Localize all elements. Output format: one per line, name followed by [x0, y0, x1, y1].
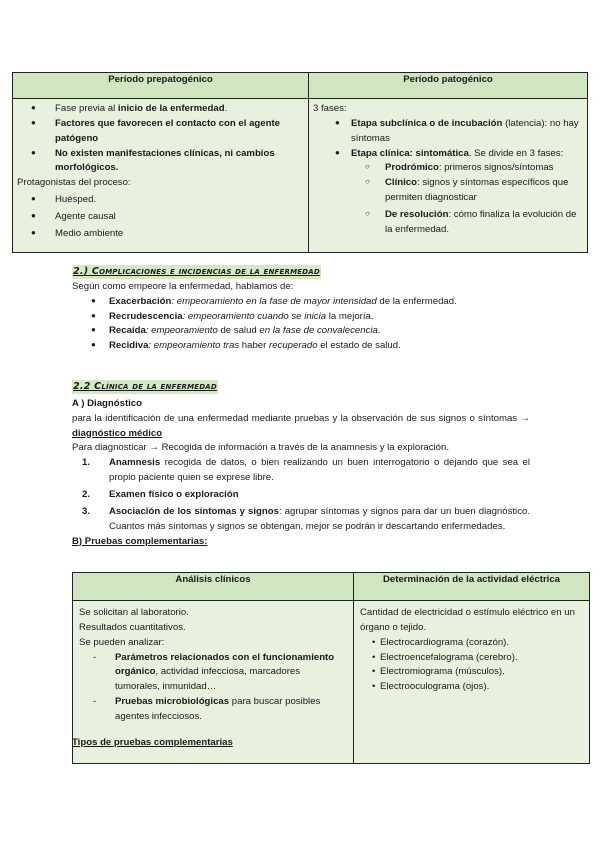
- text-line: Se solicitan al laboratorio.: [79, 607, 189, 618]
- clinical-subphases-list: [313, 161, 583, 237]
- list-item: • Electromiograma (músculos).: [360, 665, 583, 680]
- list-item: ● Medio ambiente: [17, 227, 304, 242]
- list-item: ● Etapa subclínica o de incubación (latencia): no hay síntomas: [313, 117, 583, 147]
- list-item: • Electrocardiograma (corazón).: [360, 636, 583, 651]
- list-item: ○ Clínico: signos y síntomas específicos que permiten diagnosticar: [313, 176, 583, 206]
- complications-section: [72, 265, 530, 354]
- list-item: - Pruebas microbiológicas para buscar posibles agentes infecciosos.: [79, 695, 347, 725]
- list-item: 3. Asociación de los síntomas y signos: agrupar síntomas y signos para dar un buen diagnóstico. Cuantos más síntomas y signos se obtengan, mejor se podrán ir descartando enfermedades.: [82, 505, 530, 532]
- section-intro: Según como empeore la enfermedad, hablamos de:: [72, 280, 294, 292]
- header-clinical-analysis: Análisis clínicos: [73, 573, 354, 601]
- list-item: ● Huésped.: [17, 193, 304, 208]
- text-line: Resultados cuantitativos.: [79, 621, 186, 633]
- list-item: ● Agente causal: [17, 210, 304, 225]
- list-item: ● Recidiva: empeoramiento tras haber recuperado el estado de salud.: [72, 339, 530, 354]
- analysis-list: [79, 651, 347, 725]
- protagonists-list: [17, 193, 304, 242]
- list-item: 2. Examen físico o exploración: [82, 489, 239, 501]
- prepathogenic-cell: [13, 99, 309, 253]
- list-item: ○ De resolución: cómo finaliza la evolución de la enfermedad.: [313, 208, 583, 238]
- diagnosis-paragraph: para la identificación de una enfermedad mediante pruebas y la observación de sus signos o síntomas → diagnóstico médico: [72, 412, 530, 439]
- footer-heading: Tipos de pruebas complementarias: [72, 737, 233, 748]
- header-prepathogenic: Período prepatogénico: [13, 73, 309, 99]
- electro-list: [360, 636, 583, 695]
- list-item: ○ Prodrómico: primeros signos/síntomas: [313, 161, 583, 176]
- text-line: Se pueden analizar:: [79, 636, 165, 648]
- list-item: ● Recaída: empeoramiento de salud en la fase de convalecencia.: [72, 324, 530, 339]
- complications-list: [72, 295, 530, 354]
- list-item: ● Etapa clínica: sintomática. Se divide en 3 fases:: [313, 147, 583, 162]
- phases-intro: 3 fases:: [313, 103, 347, 114]
- section-heading: 2.2 Clínica de la enfermedad: [73, 381, 217, 392]
- pathogenic-cell: [309, 99, 588, 253]
- header-electrical-activity: Determinación de la actividad eléctrica: [354, 573, 590, 601]
- section-heading: 2.) Complicaciones e incidencias de la enfermedad: [73, 266, 320, 277]
- list-item: • Electrooculograma (ojos).: [360, 680, 583, 695]
- complementary-tests-subheading: B) Pruebas complementarias:: [72, 535, 208, 547]
- text-line: Cantidad de electricidad o estímulo eléctrico en un órgano o tejido.: [360, 607, 575, 633]
- list-item: - Parámetros relacionados con el funcionamiento orgánico, actividad infecciosa, marcadores tumorales, inmunidad…: [79, 651, 347, 696]
- list-item: ● Factores que favorecen el contacto con el agente patógeno: [17, 117, 304, 147]
- prepathogenic-list: [17, 102, 304, 176]
- diagnosis-process: Para diagnosticar → Recogida de información a través de la anamnesis y la exploración.: [72, 442, 450, 454]
- protagonists-label: Protagonistas del proceso:: [17, 177, 131, 189]
- list-item: • Electroencefalograma (cerebro).: [360, 651, 583, 666]
- list-item: 1. Anamnesis recogida de datos, o bien realizando un buen interrogatorio o dejando que sea el propio paciente quien se exprese libre.: [82, 457, 530, 484]
- list-item: ● Fase previa al inicio de la enfermedad.: [17, 102, 304, 117]
- clinical-section: [72, 380, 530, 549]
- list-item: ● Exacerbación: empeoramiento en la fase de mayor intensidad de la enfermedad.: [72, 295, 530, 310]
- electrical-activity-cell: [354, 601, 590, 764]
- list-item: ● Recrudescencia: empeoramiento cuando se inicia la mejoría.: [72, 310, 530, 325]
- header-pathogenic: Período patogénico: [309, 73, 588, 99]
- pathogenic-list: [313, 117, 583, 162]
- diagnosis-subheading: A ) Diagnóstico: [72, 397, 142, 409]
- diagnosis-steps: [72, 456, 530, 534]
- phases-table: [12, 72, 588, 253]
- list-item: ● No existen manifestaciones clínicas, ni cambios morfológicos.: [17, 147, 304, 177]
